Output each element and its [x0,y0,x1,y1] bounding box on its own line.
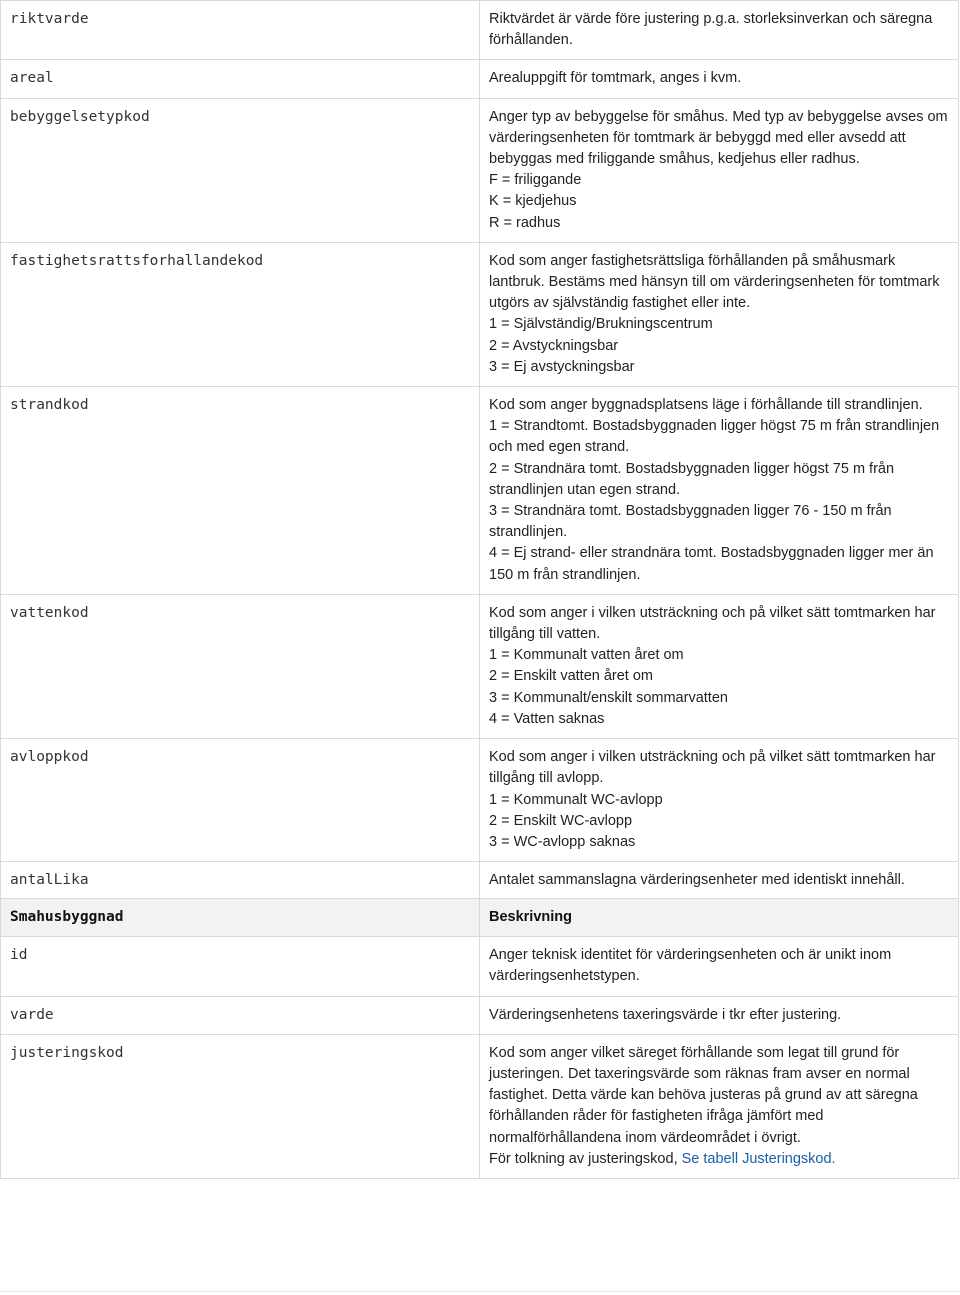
description-line: 1 = Kommunalt vatten året om [489,647,684,664]
field-description [480,739,959,862]
description-line: 3 = Strandnära tomt. Bostadsbyggnaden ligger 76 - 150 m från strandlinjen. [489,503,892,541]
reference-prefix: För tolkning av justeringskod, [489,1150,682,1167]
description-line: 1 = Strandtomt. Bostadsbyggnaden ligger högst 75 m från strandlinjen och med egen strand. [489,418,940,456]
field-description [480,1034,959,1178]
field-name: antalLika [1,862,480,900]
field-description [480,60,959,98]
field-name: vattenkod [1,594,480,738]
description-line: Värderingsenhetens taxeringsvärde i tkr efter justering. [489,1006,842,1023]
description-line: Kod som anger i vilken utsträckning och på vilket sätt tomtmarken har tillgång till avlopp. [489,749,936,787]
description-line: 1 = Självständig/Brukningscentrum [489,316,713,333]
description-line: 2 = Enskilt WC-avlopp [489,812,633,829]
description-line: Antalet sammanslagna värderingsenheter med identiskt innehåll. [489,872,905,889]
table-row [1,594,959,738]
description-line: R = radhus [489,214,561,231]
field-description [480,242,959,386]
field-description [480,594,959,738]
description-line: K = kjedjehus [489,193,577,210]
table-row [1,387,959,595]
column-header-term: Smahusbyggnad [1,899,480,937]
description-line: 4 = Vatten saknas [489,710,605,727]
description-line: 2 = Strandnära tomt. Bostadsbyggnaden ligger högst 75 m från strandlinjen utan egen strand. [489,460,895,498]
field-name: areal [1,60,480,98]
reference-line [489,1149,949,1170]
table-row [1,98,959,242]
table-row [1,1034,959,1178]
description-line: Kod som anger vilket säreget förhållande som legat till grund för justeringen. Det taxeringsvärde som räknas fram avser en normal fastighet. Detta värde kan behöva justeras på grund av att säregna förhållanden råder för fastigheten ifråga jämfört med normalförhållandena inom värdeområdet i övrigt. [489,1044,918,1146]
description-line: 3 = Kommunalt/enskilt sommarvatten [489,689,728,706]
field-description [480,996,959,1034]
field-name: justeringskod [1,1034,480,1178]
description-line: Anger typ av bebyggelse för småhus. Med typ av bebyggelse avses om värderingsenheten för tomtmark är bebyggd med eller avsedd att bebyggas med friliggande småhus, kedjehus eller radhus. [489,108,948,168]
page-divider [0,1291,960,1292]
description-line: Anger teknisk identitet för värderingsenheten och är unikt inom värderingsenhetstypen. [489,947,892,985]
description-line: Kod som anger fastighetsrättsliga förhållanden på småhusmark lantbruk. Bestäms med hänsyn till om värderingsenheten för tomtmark utgörs av självständig fastighet eller inte. [489,252,940,312]
column-header-description: Beskrivning [480,899,959,937]
description-line: F = friliggande [489,172,582,189]
description-line: Kod som anger byggnadsplatsens läge i förhållande till strandlinjen. [489,397,923,414]
table-row [1,862,959,900]
field-name: fastighetsrattsforhallandekod [1,242,480,386]
field-name: bebyggelsetypkod [1,98,480,242]
field-name: avloppkod [1,739,480,862]
description-line: 3 = Ej avstyckningsbar [489,358,635,375]
table-row [1,60,959,98]
smahusbyggnad-table [0,898,959,1179]
field-name: strandkod [1,387,480,595]
table-row [1,1,959,60]
table-row [1,242,959,386]
description-line: 3 = WC-avlopp saknas [489,833,636,850]
field-description [480,862,959,900]
field-description [480,1,959,60]
justeringskod-table-link[interactable]: Se tabell Justeringskod. [681,1150,836,1167]
description-line: 2 = Enskilt vatten året om [489,668,654,685]
table-header-row [1,899,959,937]
field-description [480,98,959,242]
field-description [480,937,959,996]
description-line: Riktvärdet är värde före justering p.g.a. storleksinverkan och säregna förhållanden. [489,11,933,49]
field-name: varde [1,996,480,1034]
description-line: 1 = Kommunalt WC-avlopp [489,791,663,808]
field-name: riktvarde [1,1,480,60]
table-row [1,996,959,1034]
table-row [1,937,959,996]
description-line: 4 = Ej strand- eller strandnära tomt. Bostadsbyggnaden ligger mer än 150 m från strandlinjen. [489,545,934,583]
description-line: 2 = Avstyckningsbar [489,337,619,354]
description-line: Kod som anger i vilken utsträckning och på vilket sätt tomtmarken har tillgång till vatten. [489,604,936,643]
description-line: Arealuppgift för tomtmark, anges i kvm. [489,70,742,87]
field-description [480,387,959,595]
table-row [1,739,959,862]
field-name: id [1,937,480,996]
